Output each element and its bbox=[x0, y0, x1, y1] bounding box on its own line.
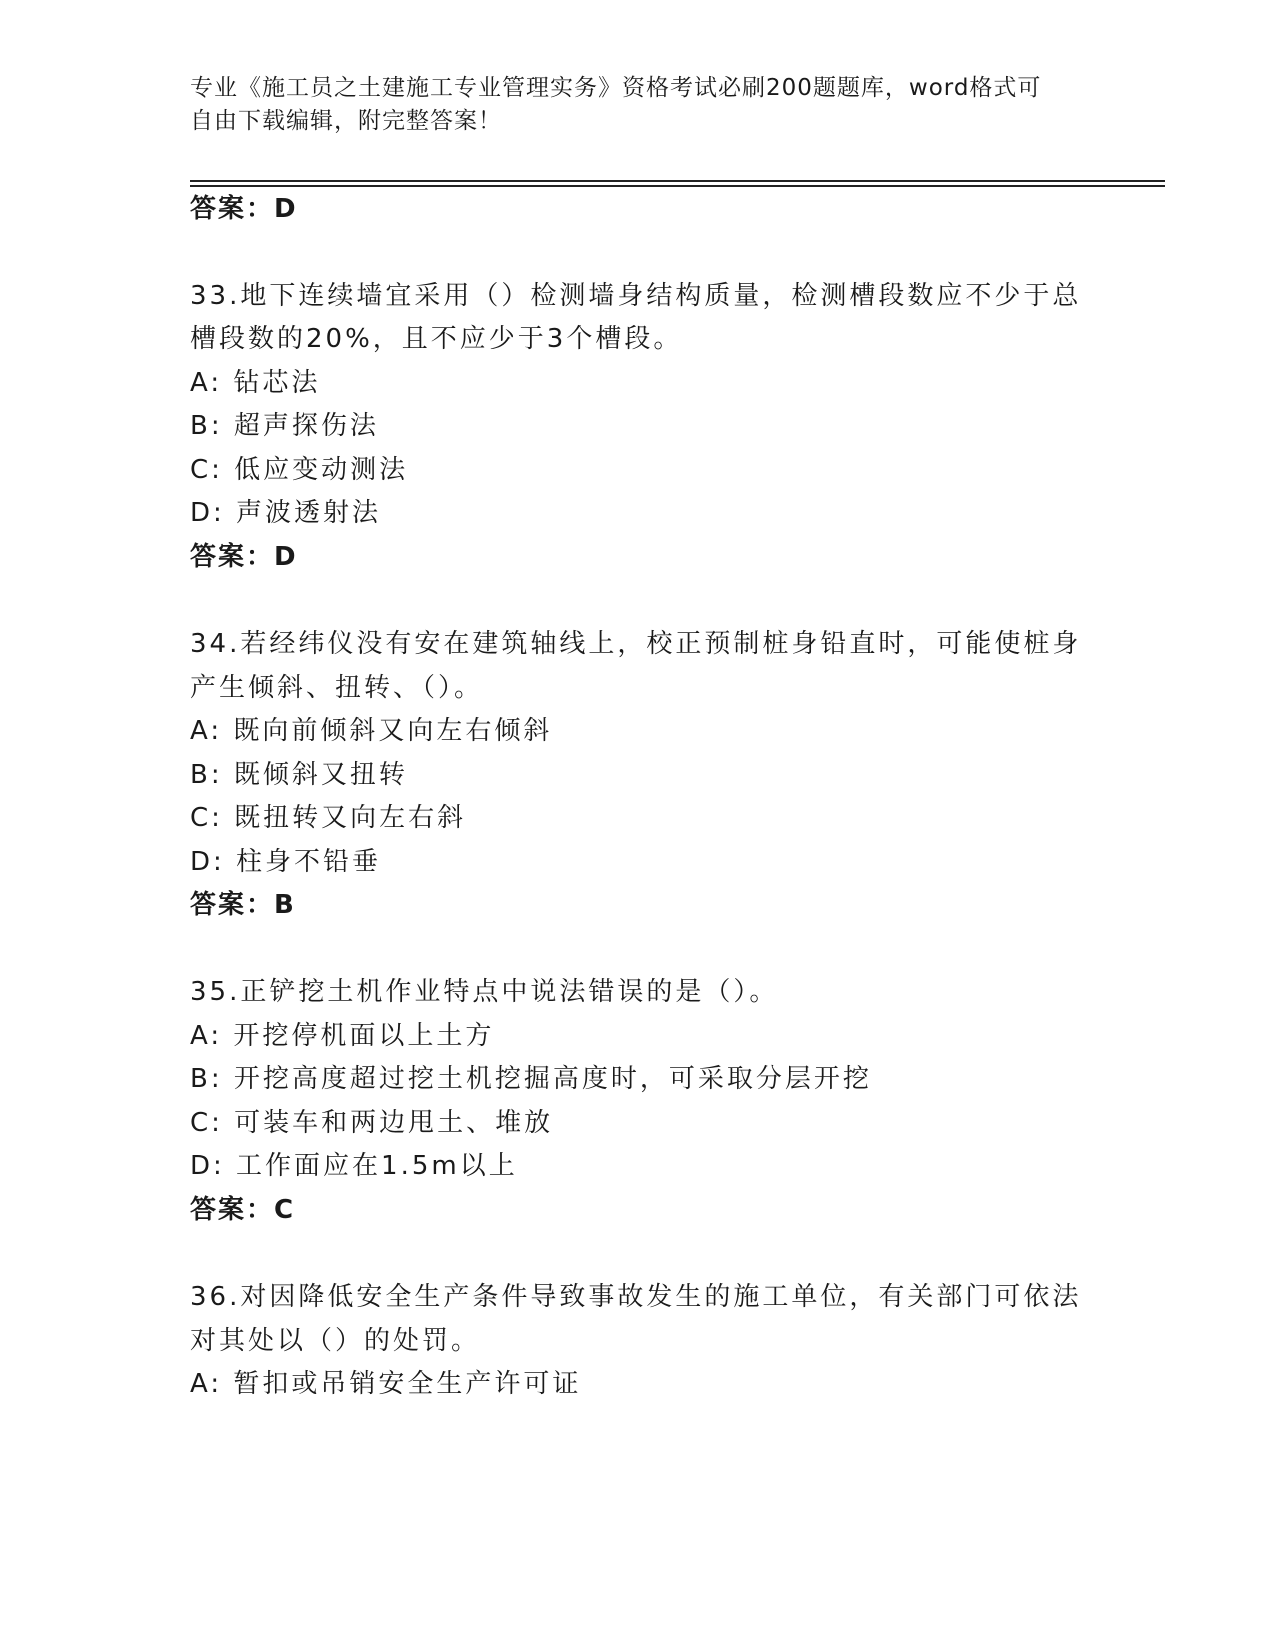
header-divider-bottom bbox=[190, 185, 1165, 187]
question-34-stem-line-1: 34.若经纬仪没有安在建筑轴线上，校正预制桩身铅直时，可能使桩身 bbox=[190, 629, 1082, 659]
question-34-option-a: A: 既向前倾斜又向左右倾斜 bbox=[190, 716, 553, 746]
document-header bbox=[190, 72, 1090, 138]
question-33-option-b: B: 超声探伤法 bbox=[190, 411, 379, 441]
question-35-option-d: D: 工作面应在1.5m以上 bbox=[190, 1151, 518, 1181]
question-33-option-a: A: 钻芯法 bbox=[190, 368, 321, 398]
question-35-answer: 答案：C bbox=[190, 1195, 296, 1225]
question-34-stem-line-2: 产生倾斜、扭转、（）。 bbox=[190, 673, 484, 703]
question-33-option-d: D: 声波透射法 bbox=[190, 498, 382, 528]
question-35-stem-line-1: 35.正铲挖土机作业特点中说法错误的是（）。 bbox=[190, 977, 779, 1007]
question-34-answer: 答案：B bbox=[190, 890, 296, 920]
question-35-option-b: B: 开挖高度超过挖土机挖掘高度时，可采取分层开挖 bbox=[190, 1064, 872, 1094]
question-34-option-b: B: 既倾斜又扭转 bbox=[190, 760, 408, 790]
question-35-option-a: A: 开挖停机面以上土方 bbox=[190, 1021, 495, 1051]
question-34-option-d: D: 柱身不铅垂 bbox=[190, 847, 382, 877]
question-34-option-c: C: 既扭转又向左右斜 bbox=[190, 803, 467, 833]
question-35-option-c: C: 可装车和两边甩土、堆放 bbox=[190, 1108, 554, 1138]
question-33-stem-line-1: 33.地下连续墙宜采用（）检测墙身结构质量，检测槽段数应不少于总 bbox=[190, 281, 1082, 311]
header-divider-top bbox=[190, 180, 1165, 182]
question-33-stem-line-2: 槽段数的20%，且不应少于3个槽段。 bbox=[190, 324, 683, 354]
question-36-stem-line-2: 对其处以（）的处罚。 bbox=[190, 1326, 481, 1356]
question-33-option-c: C: 低应变动测法 bbox=[190, 455, 409, 485]
question-36-option-a: A: 暂扣或吊销安全生产许可证 bbox=[190, 1369, 582, 1399]
question-36-stem-line-1: 36.对因降低安全生产条件导致事故发生的施工单位，有关部门可依法 bbox=[190, 1282, 1082, 1312]
question-33-answer: 答案：D bbox=[190, 542, 298, 572]
header-line-1: 专业《施工员之土建施工专业管理实务》资格考试必刷200题题库，word格式可 bbox=[190, 75, 1042, 101]
header-line-2: 自由下载编辑，附完整答案！ bbox=[190, 108, 502, 134]
previous-answer: 答案：D bbox=[190, 194, 298, 224]
